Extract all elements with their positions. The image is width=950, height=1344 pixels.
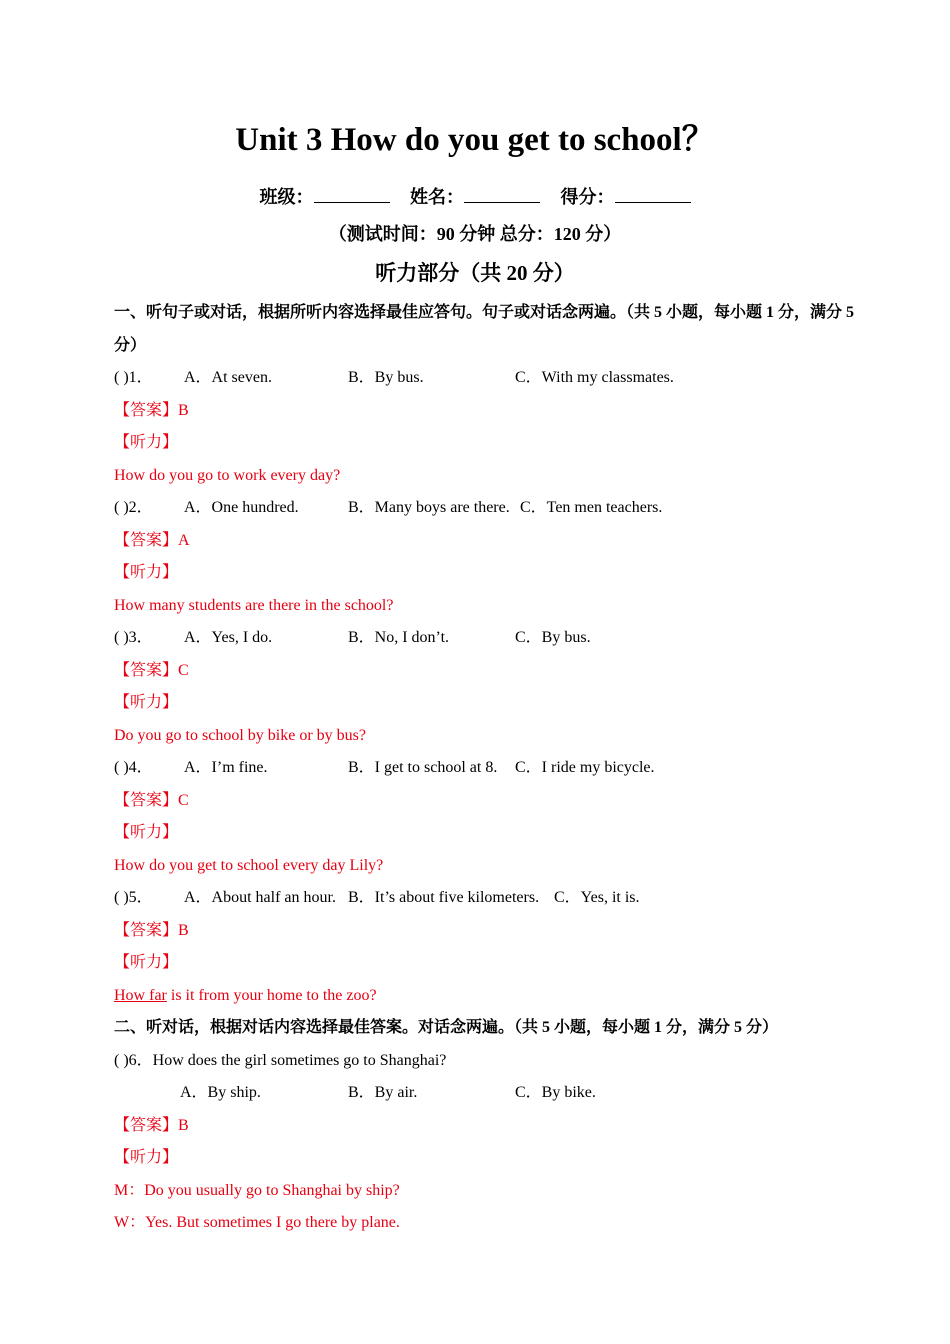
- listening-label-3: 【听力】: [114, 694, 179, 711]
- test-meta: （测试时间：90 分钟 总分：120 分）: [328, 224, 622, 244]
- question-number: ( )4．: [114, 759, 153, 776]
- question-2: [114, 492, 854, 525]
- document-body: [114, 296, 854, 1240]
- dialogue-m: M：Do you usually go to Shanghai by ship?: [114, 1181, 400, 1199]
- name-field: [410, 184, 540, 210]
- listening-label-4: 【听力】: [114, 824, 179, 841]
- listening-label-2: 【听力】: [114, 564, 179, 581]
- option-c: C．I ride my bicycle.: [515, 759, 655, 776]
- answer-6: 【答案】B: [114, 1116, 189, 1134]
- question-6-options: [114, 1077, 854, 1110]
- class-field: [260, 184, 390, 210]
- section-title: 听力部分（共 20 分）: [375, 261, 575, 285]
- name-blank[interactable]: [464, 184, 540, 203]
- option-b: B．No, I don’t.: [348, 629, 450, 646]
- option-a: A．About half an hour.: [184, 889, 336, 906]
- listening-label-6: 【听力】: [114, 1149, 179, 1166]
- name-label: 姓名：: [410, 187, 464, 207]
- question-6-stem: ( )6．How does the girl sometimes go to Shanghai?: [114, 1051, 447, 1069]
- score-label: 得分：: [560, 187, 615, 207]
- option-c: C．Ten men teachers.: [520, 499, 663, 516]
- question-5: [114, 882, 854, 915]
- listening-label-5: 【听力】: [114, 954, 179, 971]
- script-rest: is it from your home to the zoo?: [166, 986, 377, 1004]
- option-a: A．I’m fine.: [184, 759, 268, 776]
- option-a: A．Yes, I do.: [184, 629, 273, 646]
- document-title: Unit 3 How do you get to school？: [235, 122, 715, 158]
- question-4: [114, 752, 854, 785]
- listening-label-1: 【听力】: [114, 434, 179, 451]
- underlined-phrase: How far: [114, 986, 167, 1004]
- option-c: C．By bike.: [515, 1084, 596, 1101]
- question-number: ( )3．: [114, 629, 153, 646]
- option-a: A．One hundred.: [184, 499, 299, 516]
- dialogue-w: W：Yes. But sometimes I go there by plane.: [114, 1214, 400, 1231]
- option-c: C．Yes, it is.: [554, 889, 640, 906]
- answer-3: 【答案】C: [114, 661, 189, 679]
- option-b: B．It’s about five kilometers.: [348, 889, 540, 906]
- answer-2: 【答案】A: [114, 531, 190, 549]
- answer-5: 【答案】B: [114, 921, 189, 939]
- question-3: [114, 622, 854, 655]
- answer-1: 【答案】B: [114, 401, 189, 419]
- question-number: ( )2．: [114, 499, 153, 516]
- question-number: ( )5．: [114, 889, 153, 906]
- option-c: C．By bus.: [515, 629, 591, 646]
- listening-script-2: How many students are there in the school?: [114, 596, 394, 614]
- option-b: B．Many boys are there.: [348, 499, 510, 516]
- listening-script-4: How do you get to school every day Lily?: [114, 856, 384, 874]
- part1-instruction: 一、听句子或对话，根据所听内容选择最佳应答句。句子或对话念两遍。（共 5 小题，每小题 1 分，满分 5 分）: [114, 304, 855, 354]
- question-number: ( )1．: [114, 369, 153, 386]
- listening-script-1: How do you go to work every day?: [114, 466, 341, 484]
- question-1: [114, 362, 854, 395]
- class-blank[interactable]: [314, 184, 390, 203]
- part2-instruction: 二、听对话，根据对话内容选择最佳答案。对话念两遍。（共 5 小题，每小题 1 分，满分 5 分）: [114, 1019, 779, 1036]
- answer-4: 【答案】C: [114, 791, 189, 809]
- option-a: A．At seven.: [184, 369, 272, 386]
- listening-script-3: Do you go to school by bike or by bus?: [114, 726, 366, 744]
- student-info-row: [0, 184, 950, 210]
- score-field: [561, 184, 691, 210]
- option-b: B．By bus.: [348, 369, 424, 386]
- option-c: C．With my classmates.: [515, 369, 674, 386]
- option-b: B．I get to school at 8.: [348, 759, 498, 776]
- option-b: B．By air.: [348, 1084, 418, 1101]
- class-label: 班级：: [259, 187, 314, 207]
- score-blank[interactable]: [615, 184, 691, 203]
- listening-script-5: [114, 980, 854, 1013]
- option-a: A．By ship.: [180, 1084, 261, 1101]
